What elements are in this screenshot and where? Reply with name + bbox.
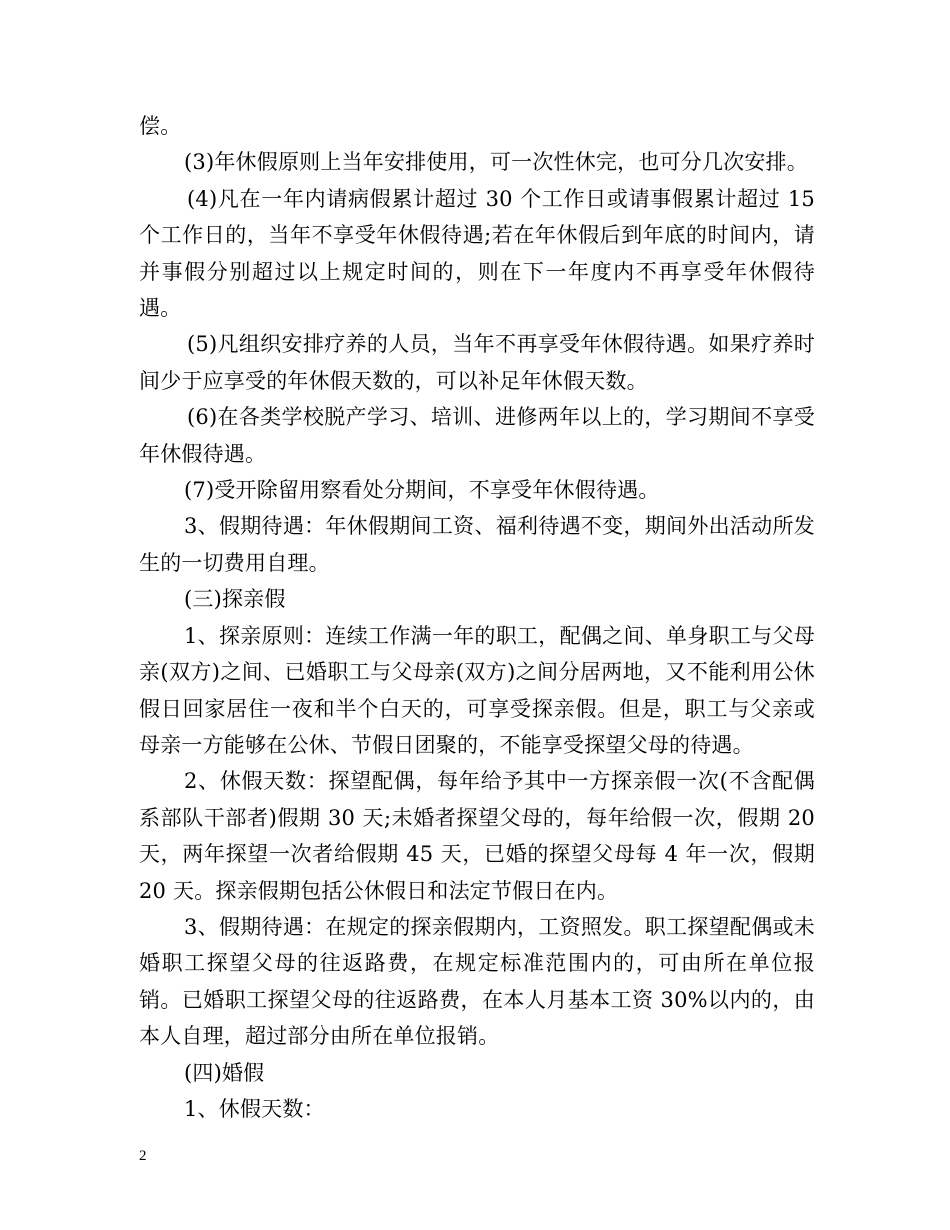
paragraph-marriage-leave-days: 1、休假天数：	[184, 1096, 325, 1121]
document-body	[139, 108, 815, 1127]
paragraph-leave-pay: 3、假期待遇：年休假期间工资、福利待遇不变，期间外出活动所发生的一切费用自理。	[139, 514, 815, 575]
paragraph-disciplinary: (7)受开除留用察看处分期间，不享受年休假待遇。	[184, 478, 660, 503]
section-heading-family-visit-leave: (三)探亲假	[184, 587, 286, 612]
paragraph-family-visit-pay: 3、假期待遇：在规定的探亲假期内，工资照发。职工探望配偶或未婚职工探望父母的往返路费，在规定标准范围内的，可由所在单位报销。已婚职工探望父母的往返路费，在本人月基本工资 30%以内的，由本人自理，超过部分由所在单位报销。	[139, 914, 815, 1049]
paragraph-convalescence: (5)凡组织安排疗养的人员，当年不再享受年休假待遇。如果疗养时间少于应享受的年休假天数的，可以补足年休假天数。	[139, 332, 815, 393]
section-heading-marriage-leave: (四)婚假	[184, 1060, 265, 1085]
paragraph-continuation: 偿。	[139, 114, 182, 138]
paragraph-family-visit-days: 2、休假天数：探望配偶，每年给予其中一方探亲假一次(不含配偶系部队干部者)假期 30 天;未婚者探望父母的，每年给假一次，假期 20 天，两年探望一次者给假期 45 天，已婚的探望父母每 4 年一次，假期 20 天。探亲假期包括公休假日和法定节假日在内。	[139, 769, 815, 903]
paragraph-annual-leave-scheduling: (3)年休假原则上当年安排使用，可一次性休完，也可分几次安排。	[184, 150, 808, 175]
paragraph-sick-leave-limit: (4)凡在一年内请病假累计超过 30 个工作日或请事假累计超过 15 个工作日的，当年不享受年休假待遇;若在年休假后到年底的时间内，请并事假分别超过以上规定时间的，则在下一年度内不再享受年休假待遇。	[139, 186, 815, 321]
page-number: 2	[139, 1148, 147, 1164]
paragraph-family-visit-principle: 1、探亲原则：连续工作满一年的职工，配偶之间、单身职工与父母亲(双方)之间、已婚职工与父母亲(双方)之间分居两地，又不能利用公休假日回家居住一夜和半个白天的，可享受探亲假。但是，职工与父亲或母亲一方能够在公休、节假日团聚的，不能享受探望父母的待遇。	[139, 623, 815, 757]
paragraph-study-leave: (6)在各类学校脱产学习、培训、进修两年以上的，学习期间不享受年休假待遇。	[139, 405, 815, 466]
